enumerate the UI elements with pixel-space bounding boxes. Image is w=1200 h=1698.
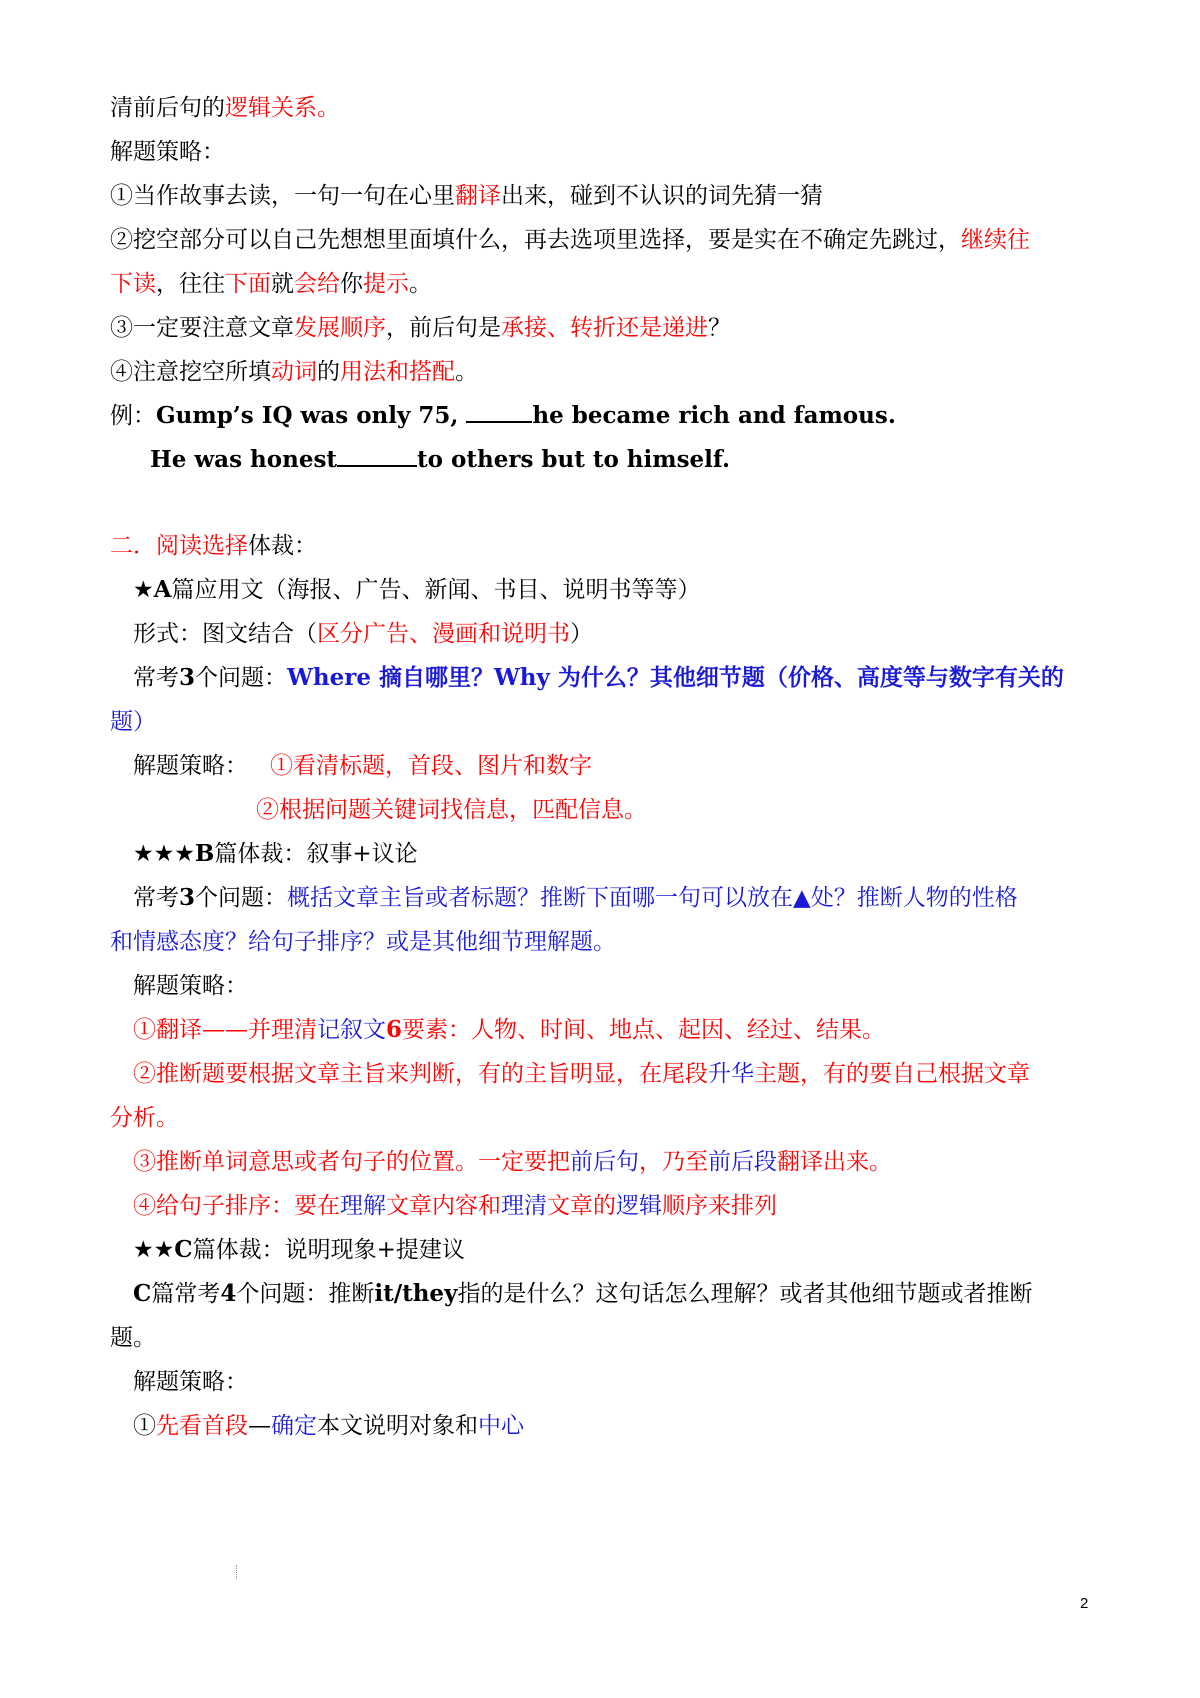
section-heading: 二．阅读选择体裁： bbox=[110, 533, 317, 559]
fill-blank bbox=[466, 401, 532, 423]
star-icon: ★★★ bbox=[133, 841, 195, 867]
fill-blank bbox=[337, 445, 417, 467]
text-line: 清前后句的逻辑关系。 bbox=[110, 95, 340, 121]
text-line: ★★★B篇体裁：叙事+议论 bbox=[133, 840, 418, 867]
text-line: ①先看首段—确定本文说明对象和中心 bbox=[133, 1413, 524, 1439]
text-line: ①翻译——并理清记叙文6要素：人物、时间、地点、起因、经过、结果。 bbox=[133, 1016, 886, 1043]
text-line: C篇常考4个问题：推断it/they指的是什么？这句话怎么理解？或者其他细节题或者推断 bbox=[133, 1280, 1033, 1307]
text-line: 分析。 bbox=[110, 1105, 179, 1131]
text-line: ①当作故事去读，一句一句在心里翻译出来，碰到不认识的词先猜一猜 bbox=[110, 183, 823, 209]
text-line: ★★C篇体裁：说明现象+提建议 bbox=[133, 1236, 465, 1263]
text-line: ③一定要注意文章发展顺序，前后句是承接、转折还是递进？ bbox=[110, 315, 731, 341]
text-line: ②挖空部分可以自己先想想里面填什么，再去选项里选择，要是实在不确定先跳过，继续往 bbox=[110, 227, 1030, 253]
text-line: ②根据问题关键词找信息，匹配信息。 bbox=[256, 797, 647, 823]
text-line: 解题策略： bbox=[133, 1369, 248, 1395]
example-line: He was honest to others but to himself. bbox=[150, 446, 731, 473]
text-line: 解题策略： bbox=[110, 139, 225, 165]
text-line: 下读，往往下面就会给你提示。 bbox=[110, 271, 432, 297]
text-line: ③推断单词意思或者句子的位置。一定要把前后句，乃至前后段翻译出来。 bbox=[133, 1149, 892, 1175]
text-line: ④给句子排序：要在理解文章内容和理清文章的逻辑顺序来排列 bbox=[133, 1193, 777, 1219]
text-line: 常考3个问题：概括文章主旨或者标题？推断下面哪一句可以放在▲处？推断人物的性格 bbox=[133, 884, 1018, 911]
text-line: 解题策略： ①看清标题，首段、图片和数字 bbox=[133, 753, 592, 779]
text-line: 和情感态度？给句子排序？或是其他细节理解题。 bbox=[110, 929, 616, 955]
example-line: 例：Gump’s IQ was only 75, he became rich and famous. bbox=[110, 402, 896, 429]
text-line: ★A篇应用文（海报、广告、新闻、书目、说明书等等） bbox=[133, 576, 701, 603]
star-icon: ★ bbox=[133, 577, 154, 603]
text-line: 题） bbox=[110, 709, 156, 735]
text-line: 解题策略： bbox=[133, 973, 248, 999]
text-line: 常考3个问题：Where 摘自哪里？Why 为什么？其他细节题（价格、高度等与数字有关的 bbox=[133, 664, 1064, 691]
text-line: 题。 bbox=[110, 1325, 156, 1351]
text-line: ②推断题要根据文章主旨来判断，有的主旨明显，在尾段升华主题，有的要自己根据文章 bbox=[133, 1061, 1030, 1087]
text-line: 形式：图文结合（区分广告、漫画和说明书） bbox=[133, 621, 593, 647]
star-icon: ★★ bbox=[133, 1237, 175, 1263]
text-line: ④注意挖空所填动词的用法和搭配。 bbox=[110, 359, 478, 385]
page-number: 2 bbox=[1080, 1595, 1089, 1612]
dotted-mark bbox=[236, 1565, 238, 1579]
